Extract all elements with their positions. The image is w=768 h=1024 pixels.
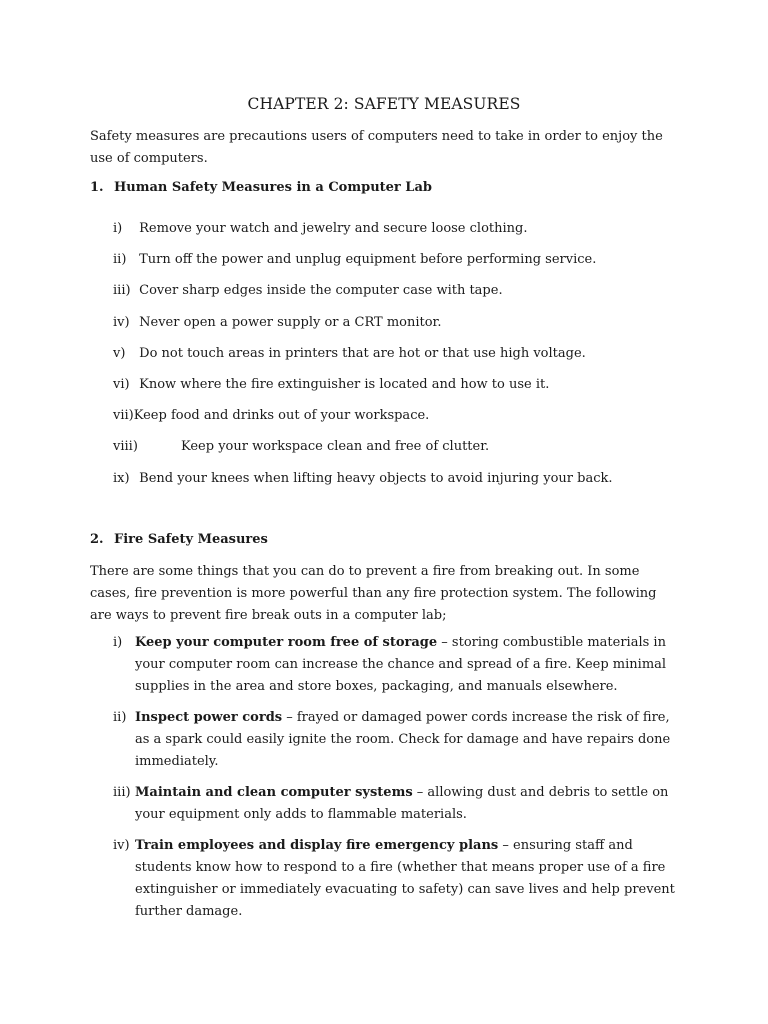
list-item-heading: Maintain and clean computer systems — [135, 785, 413, 800]
list-item-text: Never open a power supply or a CRT monitor. — [139, 314, 442, 330]
section-2-heading — [90, 529, 268, 551]
list-marker: ii) — [113, 710, 127, 725]
section-2-title: Fire Safety Measures — [114, 532, 268, 547]
list-item-text: Cover sharp edges inside the computer case with tape. — [139, 283, 503, 299]
list-item — [90, 835, 690, 923]
list-marker: vii) — [113, 408, 134, 424]
list-item — [113, 218, 713, 249]
list-item-text: Keep your workspace clean and free of clutter. — [181, 439, 490, 455]
list-item — [113, 405, 713, 436]
intro-paragraph: Safety measures are precautions users of computers need to take in order to enjoy the use of computers. — [90, 129, 663, 166]
section-1-number: 1. — [90, 180, 104, 195]
list-item-heading: Train employees and display fire emergency plans — [135, 838, 499, 853]
list-item-text: Know where the fire extinguisher is located and how to use it. — [139, 376, 550, 392]
list-item — [113, 436, 713, 467]
section-2-number: 2. — [90, 532, 104, 547]
chapter-title: CHAPTER 2: SAFETY MEASURES — [247, 95, 521, 113]
list-item-text: – storing combustible materials in your computer room can increase the chance and spread of a fire. Keep minimal supplies in the area and store boxes, packaging, and manuals elsewhere. — [135, 635, 667, 694]
list-item — [113, 312, 713, 343]
list-item-text: – ensuring staff and students know how to respond to a fire (whether that means proper use of a fire extinguisher or immediately evacuating to safety) can save lives and help prevent further damage. — [135, 838, 675, 919]
list-marker: ix) — [113, 470, 130, 486]
list-marker: iv) — [113, 314, 130, 330]
list-item-text: Remove your watch and jewelry and secure loose clothing. — [139, 221, 528, 236]
list-item — [113, 374, 713, 405]
section-1-title: Human Safety Measures in a Computer Lab — [114, 180, 432, 195]
fire-safety-paragraph: There are some things that you can do to prevent a fire from breaking out. In some cases, fire prevention is more powerful than any fire protection system. The following are ways to prevent fire break outs in a computer lab; — [90, 564, 657, 623]
human-safety-list — [113, 218, 713, 499]
list-item — [113, 249, 713, 280]
list-item — [113, 343, 713, 374]
list-marker: viii) — [113, 439, 138, 455]
list-item-text: – allowing dust and debris to settle on your equipment only adds to flammable materials. — [135, 785, 669, 822]
list-marker: iv) — [113, 838, 130, 853]
list-item-heading: Keep your computer room free of storage — [135, 635, 438, 650]
list-marker: vi) — [113, 376, 130, 392]
list-item-heading: Inspect power cords — [135, 710, 283, 725]
list-item-text: Keep food and drinks out of your workspace. — [133, 408, 430, 424]
list-marker: iii) — [113, 283, 131, 299]
list-marker: i) — [113, 221, 123, 236]
list-marker: i) — [113, 635, 123, 650]
section-1-heading — [90, 177, 432, 199]
list-item — [90, 782, 690, 826]
fire-safety-list — [90, 632, 690, 923]
list-item — [113, 280, 713, 311]
list-item-text: Bend your knees when lifting heavy objects to avoid injuring your back. — [139, 470, 613, 486]
list-item-text: Do not touch areas in printers that are hot or that use high voltage. — [139, 345, 586, 361]
list-item — [90, 707, 690, 773]
list-marker: iii) — [113, 785, 131, 800]
list-item-text: – frayed or damaged power cords increase the risk of fire, as a spark could easily ignite the room. Check for damage and have repairs done immediately. — [135, 710, 671, 769]
list-item — [113, 468, 713, 499]
list-marker: ii) — [113, 252, 127, 268]
list-item — [90, 632, 690, 698]
list-marker: v) — [113, 345, 126, 361]
list-item-text: Turn off the power and unplug equipment before performing service. — [139, 252, 597, 268]
